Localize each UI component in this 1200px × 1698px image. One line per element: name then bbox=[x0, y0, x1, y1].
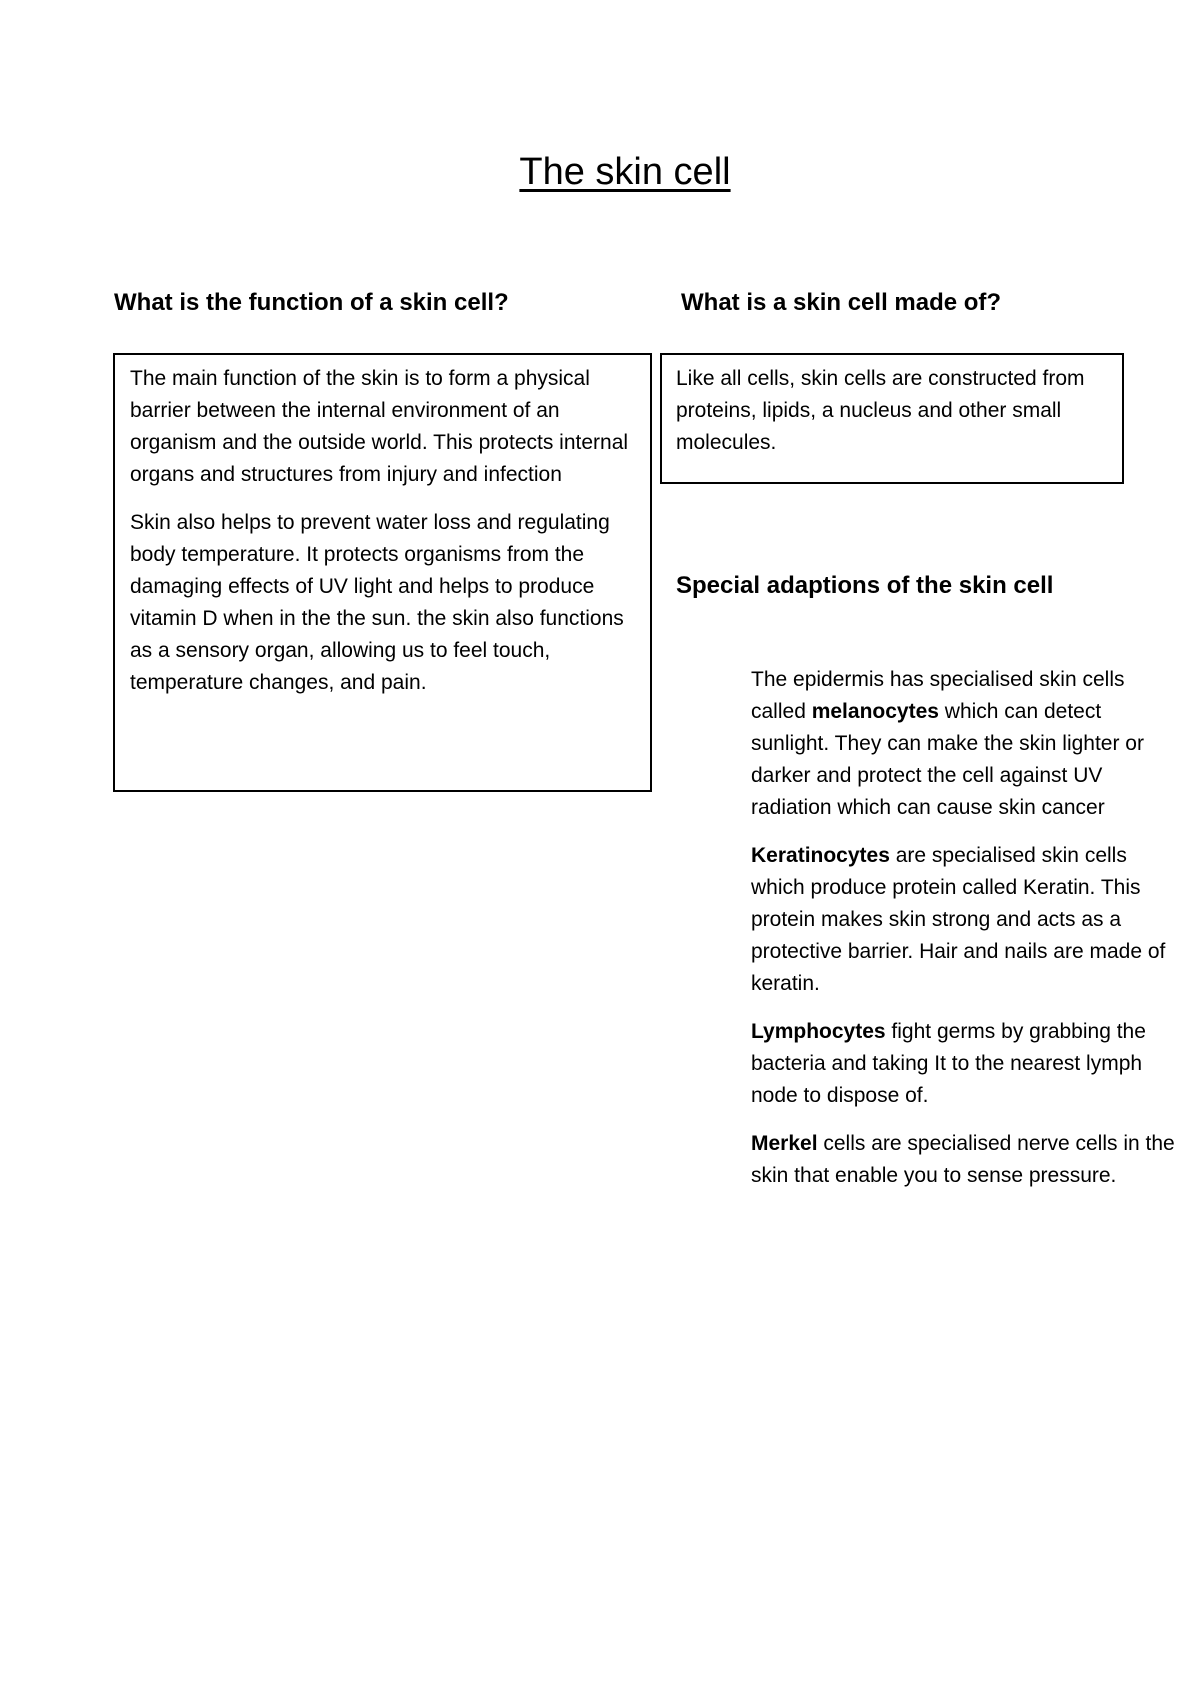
adaptation-text: which can detect sunlight. They can make the skin lighter or darker and protect the cell against UV radiation which can cause skin cancer bbox=[751, 700, 1144, 819]
adaptation-keratinocytes bbox=[751, 840, 1181, 1000]
adaptation-term: Merkel bbox=[751, 1132, 818, 1155]
made-of-answer-box bbox=[660, 353, 1124, 484]
adaptation-text: are specialised skin cells which produce protein called Keratin. This protein makes skin strong and acts as a protective barrier. Hair and nails are made of keratin. bbox=[751, 844, 1166, 995]
adaptation-term: Lymphocytes bbox=[751, 1020, 886, 1043]
function-heading: What is the function of a skin cell? bbox=[114, 289, 509, 316]
adaptation-term: melanocytes bbox=[811, 700, 939, 723]
function-answer-box bbox=[113, 353, 652, 792]
function-paragraph-1: The main function of the skin is to form a physical barrier between the internal environment of an organism and the outside world. This protects internal organs and structures from injury and infection bbox=[130, 367, 629, 486]
adaptation-melanocytes bbox=[751, 664, 1181, 824]
adaptations-heading: Special adaptions of the skin cell bbox=[676, 572, 1054, 599]
adaptation-term: Keratinocytes bbox=[751, 844, 890, 867]
made-of-text: Like all cells, skin cells are constructed from proteins, lipids, a nucleus and other small molecules. bbox=[676, 367, 1085, 454]
adaptations-list bbox=[751, 664, 1181, 1192]
adaptation-text: cells are specialised nerve cells in the skin that enable you to sense pressure. bbox=[751, 1132, 1175, 1187]
page-title: The skin cell bbox=[519, 151, 731, 193]
adaptation-lymphocytes bbox=[751, 1016, 1181, 1112]
adaptation-text: fight germs by grabbing the bacteria and taking It to the nearest lymph node to dispose of. bbox=[751, 1020, 1146, 1107]
function-paragraph-2: Skin also helps to prevent water loss and regulating body temperature. It protects organisms from the damaging effects of UV light and helps to produce vitamin D when in the the sun. the skin also functions as a sensory organ, allowing us to feel touch, temperature changes, and pain. bbox=[130, 511, 624, 694]
made-of-heading: What is a skin cell made of? bbox=[681, 289, 1002, 316]
adaptation-merkel bbox=[751, 1128, 1181, 1192]
adaptation-text: The epidermis has specialised skin cells called bbox=[751, 668, 1125, 723]
